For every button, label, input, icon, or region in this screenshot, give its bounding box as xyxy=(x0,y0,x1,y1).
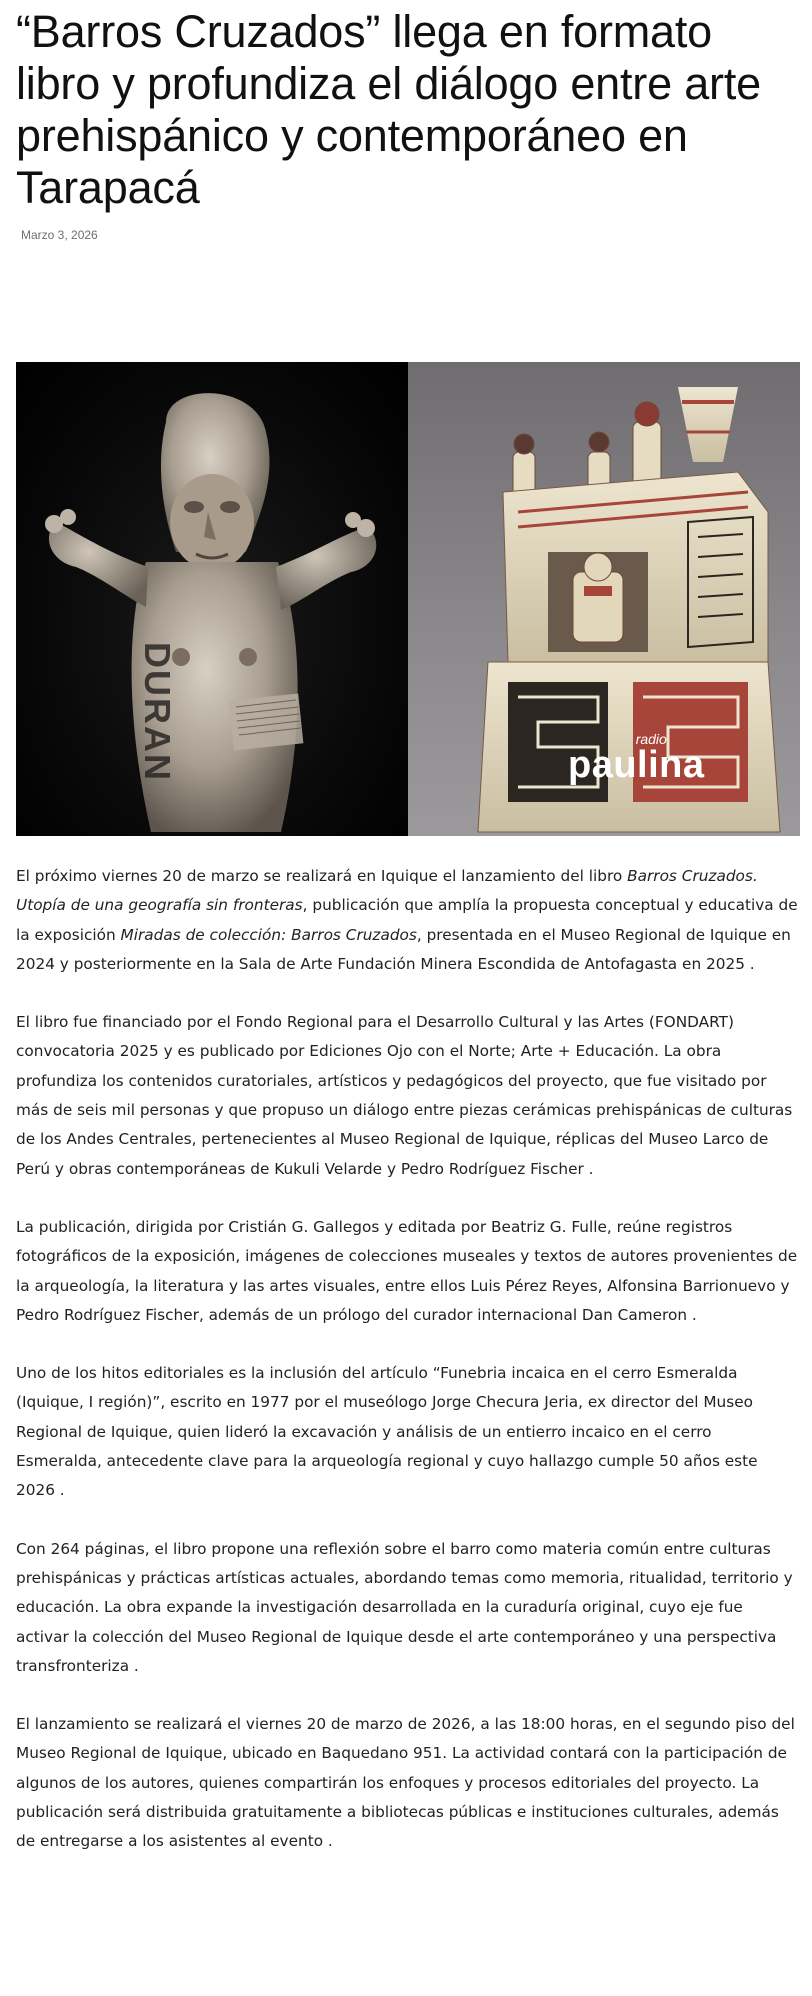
duran-watermark: DURAN xyxy=(137,642,178,782)
paragraph-1-text-3: , presentada en el Museo Regional de Iquique en 2024 y posteriormente en la Sala de Arte Fundación Minera Escondida de Antofagasta en 2025 . xyxy=(16,925,791,973)
ceramic-figure-illustration xyxy=(16,362,408,836)
paragraph-1-text-2: , publicación que amplía la propuesta conceptual y educativa de la exposición xyxy=(16,896,798,944)
article-title: “Barros Cruzados” llega en formato libro y profundiza el diálogo entre arte prehispánico y contemporáneo en Tarapacá xyxy=(16,6,761,213)
brand-radio-text: radio xyxy=(635,731,667,747)
exhibition-title-italic: Miradas de colección: Barros Cruzados xyxy=(120,925,417,944)
paragraph-4: Uno de los hitos editoriales es la inclusión del artículo “Funebria incaica en el cerro Esmeralda (Iquique, I región)”, escrito en 1977 por el museólogo Jorge Checura Jeria, ex director del Museo Regional de Iquique, quien lideró la excavación y análisis de un entierro incaico en el cerro Esmeralda, antecedente clave para la arqueología regional y cuyo hallazgo cumple 50 años este 2026 . xyxy=(16,1364,758,1500)
paragraph-1-text: El próximo viernes 20 de marzo se realizará en Iquique el lanzamiento del libro xyxy=(16,867,628,885)
paragraph-2: El libro fue financiado por el Fondo Regional para el Desarrollo Cultural y las Artes (FONDART) convocatoria 2025 y es publicado por Ediciones Ojo con el Norte; Arte + Educación. La obra profundiza los contenidos curatoriales, artísticos y pedagógicos del proyecto, que fue visitado por más de seis mil personas y que propuso un diálogo entre piezas cerámicas prehispánicas de culturas de los Andes Centrales, pertenecientes al Museo Regional de Iquique, réplicas del Museo Larco de Perú y obras contemporáneas de Kukuli Velarde y Pedro Rodríguez Fischer . xyxy=(16,1013,793,1178)
ceramic-figure-photo xyxy=(16,362,408,836)
paragraph-1 xyxy=(16,862,800,979)
article xyxy=(16,0,800,1851)
article-image xyxy=(16,362,800,836)
paragraph-6: El lanzamiento se realizará el viernes 20 de marzo de 2026, a las 18:00 horas, en el segundo piso del Museo Regional de Iquique, ubicado en Baquedano 951. La actividad contará con la participación de algunos de los autores, quienes compartirán los enfoques y procesos editoriales del proyecto. La publicación será distribuida gratuitamente a bibliotecas públicas e instituciones culturales, además de entregarse a los asistentes al evento . xyxy=(16,1715,795,1851)
paragraph-5: Con 264 páginas, el libro propone una reflexión sobre el barro como materia común entre culturas prehispánicas y prácticas artísticas actuales, abordando temas como memoria, ritualidad, territorio y educación. La obra expande la investigación desarrollada en la curaduría original, cuyo eje fue activar la colección del Museo Regional de Iquique desde el arte contemporáneo y una perspectiva transfronteriza . xyxy=(16,1539,793,1675)
publish-date: Marzo 3, 2026 xyxy=(21,228,98,242)
article-body xyxy=(16,862,800,1886)
ceramic-vessel-photo xyxy=(408,362,800,836)
book-title-italic: Barros Cruzados. Utopía de una geografía sin fronteras xyxy=(16,867,758,915)
brand-paulina-text: paulina xyxy=(568,744,705,786)
paragraph-3: La publicación, dirigida por Cristián G. Gallegos y editada por Beatriz G. Fulle, reúne registros fotográficos de la exposición, imágenes de colecciones museales y textos de autores provenientes de la arqueología, la literatura y las artes visuales, entre ellos Luis Pérez Reyes, Alfonsina Barrionuevo y Pedro Rodríguez Fischer, además de un prólogo del curador internacional Dan Cameron . xyxy=(16,1217,798,1324)
radio-paulina-watermark xyxy=(568,732,705,784)
